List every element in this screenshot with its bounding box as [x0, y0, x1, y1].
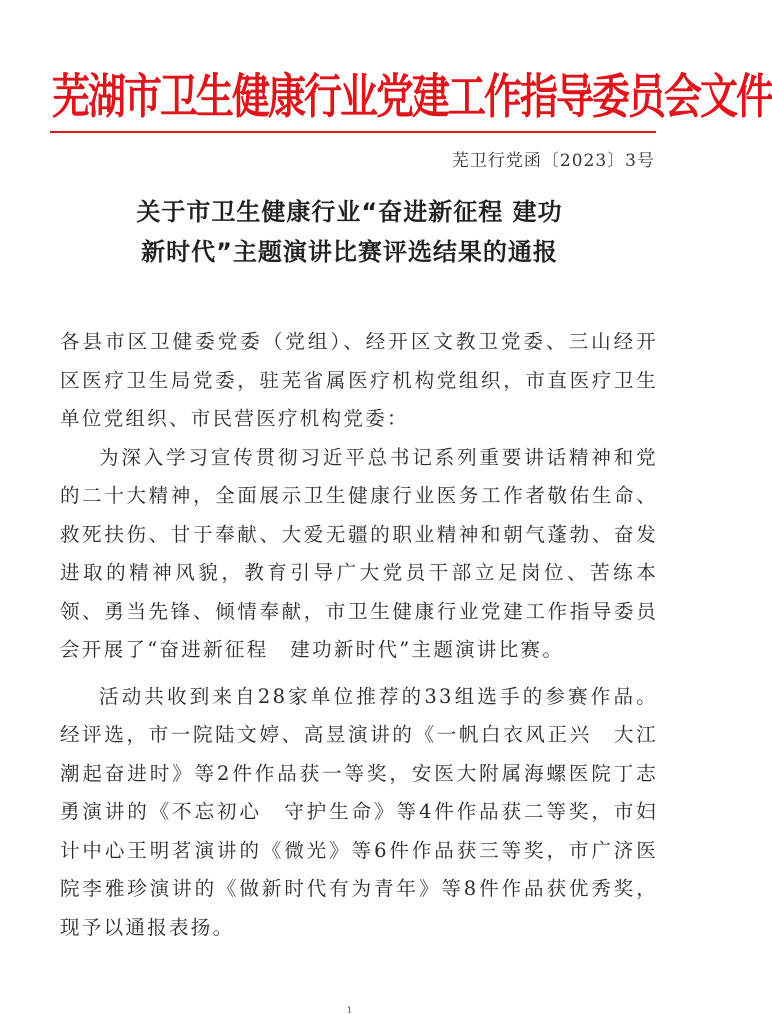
document-number: 芜卫行党函〔2023〕3号 — [451, 151, 655, 171]
red-divider-line — [50, 131, 656, 133]
salutation: 各县市区卫健委党委（党组）、经开区文教卫党委、三山经开区医疗卫生局党委，驻芜省属医疗机构党组织，市直医疗卫生单位党组织、市民营医疗机构党委： — [60, 330, 658, 430]
page-number: 1 — [346, 1006, 353, 1015]
document-body — [60, 323, 658, 947]
body-paragraph-2: 活动共收到来自28家单位推荐的33组选手的参赛作品。经评选，市一院陆文婷、高昱演讲的《一帆白衣风正兴 大江潮起奋进时》等2件作品获一等奖，安医大附属海螺医院丁志勇演讲的《不忘初心 守护生命》等4件作品获二等奖，市妇计中心王明茗演讲的《微光》等6件作品获三等奖，市广济医院李雅珍演讲的《做新时代有为青年》等8件作品获优秀奖，现予以通报表扬。 — [60, 684, 658, 939]
issuer-header: 芜湖市卫生健康行业党建工作指导委员会文件 — [52, 68, 772, 125]
title-line-2: 新时代”主题演讲比赛评选结果的通报 — [141, 238, 558, 266]
document-title — [40, 192, 659, 272]
paragraph-spacer — [60, 670, 658, 678]
body-paragraph-1: 为深入学习宣传贯彻习近平总书记系列重要讲话精神和党的二十大精神，全面展示卫生健康行业医务工作者敬佑生命、救死扶伤、甘于奉献、大爱无疆的职业精神和朝气蓬勃、奋发进取的精神风貌，教育引导广大党员干部立足岗位、苦练本领、勇当先锋、倾情奉献，市卫生健康行业党建工作指导委员会开展了“奋进新征程 建功新时代”主题演讲比赛。 — [60, 445, 658, 661]
title-line-1: 关于市卫生健康行业“奋进新征程 建功 — [136, 198, 563, 226]
